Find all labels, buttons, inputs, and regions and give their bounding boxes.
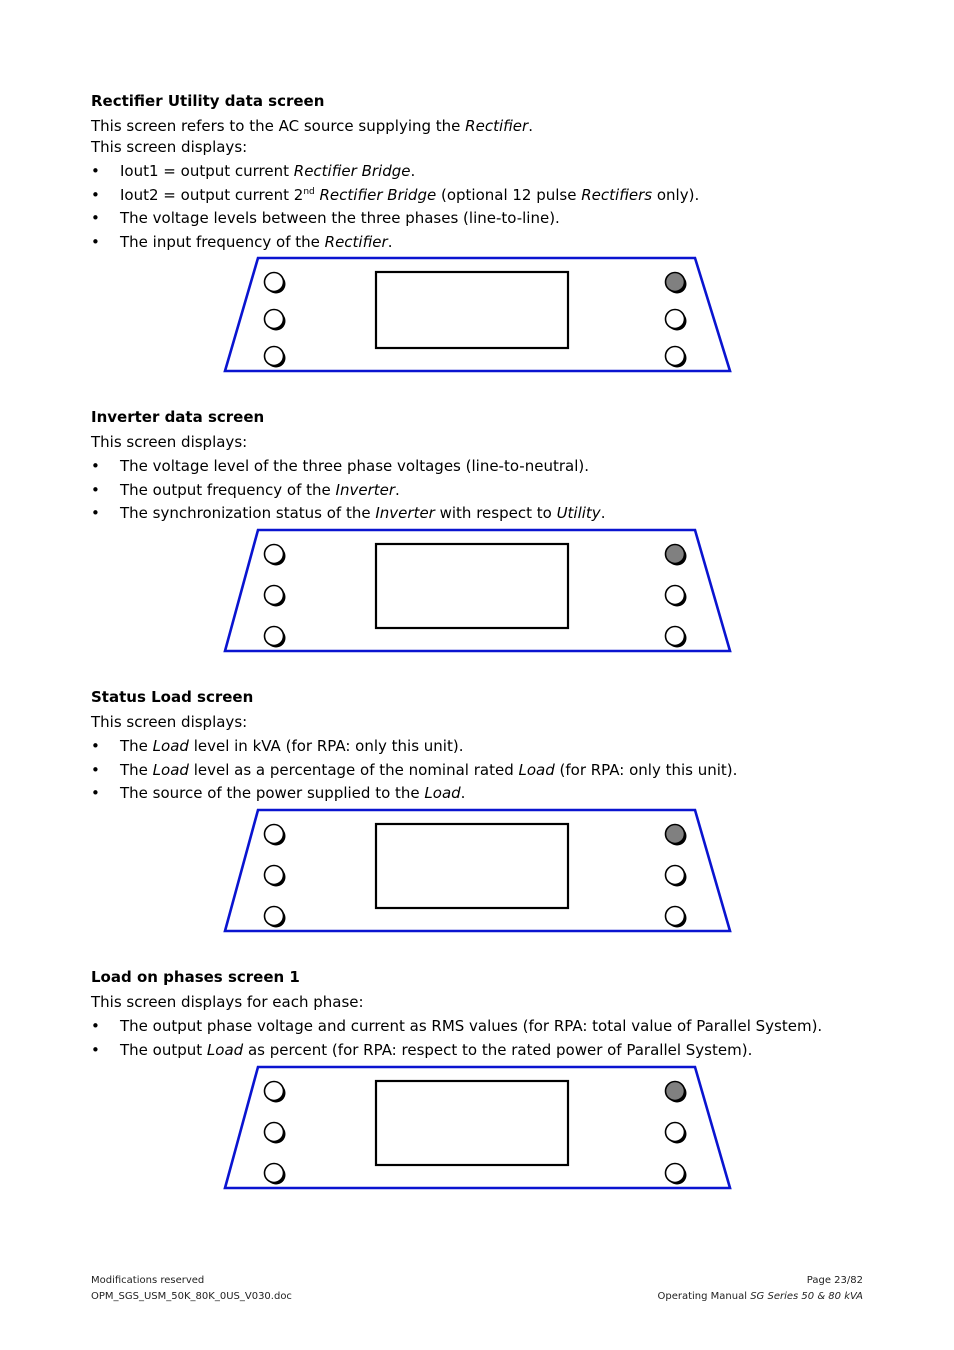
bullet-item: • The voltage level of the three phase voltages (line-to-neutral).	[91, 455, 871, 479]
section-heading: Load on phases screen 1	[91, 968, 300, 986]
button-face	[666, 1164, 685, 1183]
bullet-item: • The output Load as percent (for RPA: respect to the rated power of Parallel System).	[91, 1039, 871, 1063]
lcd-display	[376, 824, 568, 908]
button-face	[666, 627, 685, 646]
panel-drawing	[222, 256, 732, 374]
button-face	[666, 825, 685, 844]
bullet-list	[91, 160, 871, 254]
intro-text: This screen displays:	[91, 713, 248, 731]
button-face	[265, 1123, 284, 1142]
intro-text: This screen refers to the AC source supplying the Rectifier.	[91, 117, 533, 135]
lcd-display	[376, 272, 568, 348]
bullet-item: • The input frequency of the Rectifier.	[91, 231, 871, 255]
lcd-display	[376, 1081, 568, 1165]
bullet-item: • The Load level as a percentage of the nominal rated Load (for RPA: only this unit).	[91, 759, 871, 783]
button-face	[265, 545, 284, 564]
manual-title: Operating Manual SG Series 50 & 80 kVA	[657, 1291, 863, 1302]
button-face	[666, 347, 685, 366]
bullet-item: • The output frequency of the Inverter.	[91, 479, 871, 503]
footer-doc-id: OPM_SGS_USM_50K_80K_0US_V030.doc	[91, 1291, 292, 1302]
control-panel-diagram	[222, 528, 732, 654]
bullet-list	[91, 1015, 871, 1062]
button-face	[666, 310, 685, 329]
button-face	[666, 1123, 685, 1142]
intro-text: This screen displays:	[91, 433, 248, 451]
button-face	[265, 825, 284, 844]
section-load-on-phases	[91, 968, 871, 1062]
button-face	[265, 866, 284, 885]
lcd-display	[376, 544, 568, 628]
panel-drawing	[222, 808, 732, 934]
control-panel-diagram	[222, 1065, 732, 1191]
bullet-item: • The Load level in kVA (for RPA: only this unit).	[91, 735, 871, 759]
button-face	[666, 907, 685, 926]
button-face	[666, 866, 685, 885]
section-status-load	[91, 688, 871, 806]
control-panel-diagram	[222, 256, 732, 374]
section-heading: Status Load screen	[91, 688, 254, 706]
button-face	[265, 627, 284, 646]
button-face	[265, 347, 284, 366]
section-rectifier-utility	[91, 92, 871, 254]
bullet-list	[91, 455, 871, 526]
section-heading: Inverter data screen	[91, 408, 265, 426]
bullet-list	[91, 735, 871, 806]
button-face	[265, 310, 284, 329]
intro-text: This screen displays for each phase:	[91, 993, 364, 1011]
page-number: Page 23/82	[806, 1275, 863, 1286]
button-face	[666, 586, 685, 605]
button-face	[265, 1164, 284, 1183]
button-face	[666, 545, 685, 564]
button-face	[265, 1082, 284, 1101]
intro-text: This screen displays:	[91, 138, 248, 156]
bullet-item: • The voltage levels between the three phases (line-to-line).	[91, 207, 871, 231]
button-face	[666, 273, 685, 292]
panel-drawing	[222, 528, 732, 654]
bullet-item: • The output phase voltage and current as RMS values (for RPA: total value of Parallel System).	[91, 1015, 871, 1039]
footer-left	[91, 1273, 292, 1305]
control-panel-diagram	[222, 808, 732, 934]
section-inverter-data	[91, 408, 871, 526]
bullet-item: • Iout1 = output current Rectifier Bridge.	[91, 160, 871, 184]
section-heading: Rectifier Utility data screen	[91, 92, 325, 110]
button-face	[265, 273, 284, 292]
panel-drawing	[222, 1065, 732, 1191]
button-face	[265, 907, 284, 926]
button-face	[265, 586, 284, 605]
footer-right	[658, 1273, 864, 1305]
bullet-item: • The source of the power supplied to the Load.	[91, 782, 871, 806]
bullet-item: • Iout2 = output current 2nd Rectifier Bridge (optional 12 pulse Rectifiers only).	[91, 184, 871, 208]
button-face	[666, 1082, 685, 1101]
bullet-item: • The synchronization status of the Inverter with respect to Utility.	[91, 502, 871, 526]
footer-note: Modifications reserved	[91, 1275, 205, 1286]
